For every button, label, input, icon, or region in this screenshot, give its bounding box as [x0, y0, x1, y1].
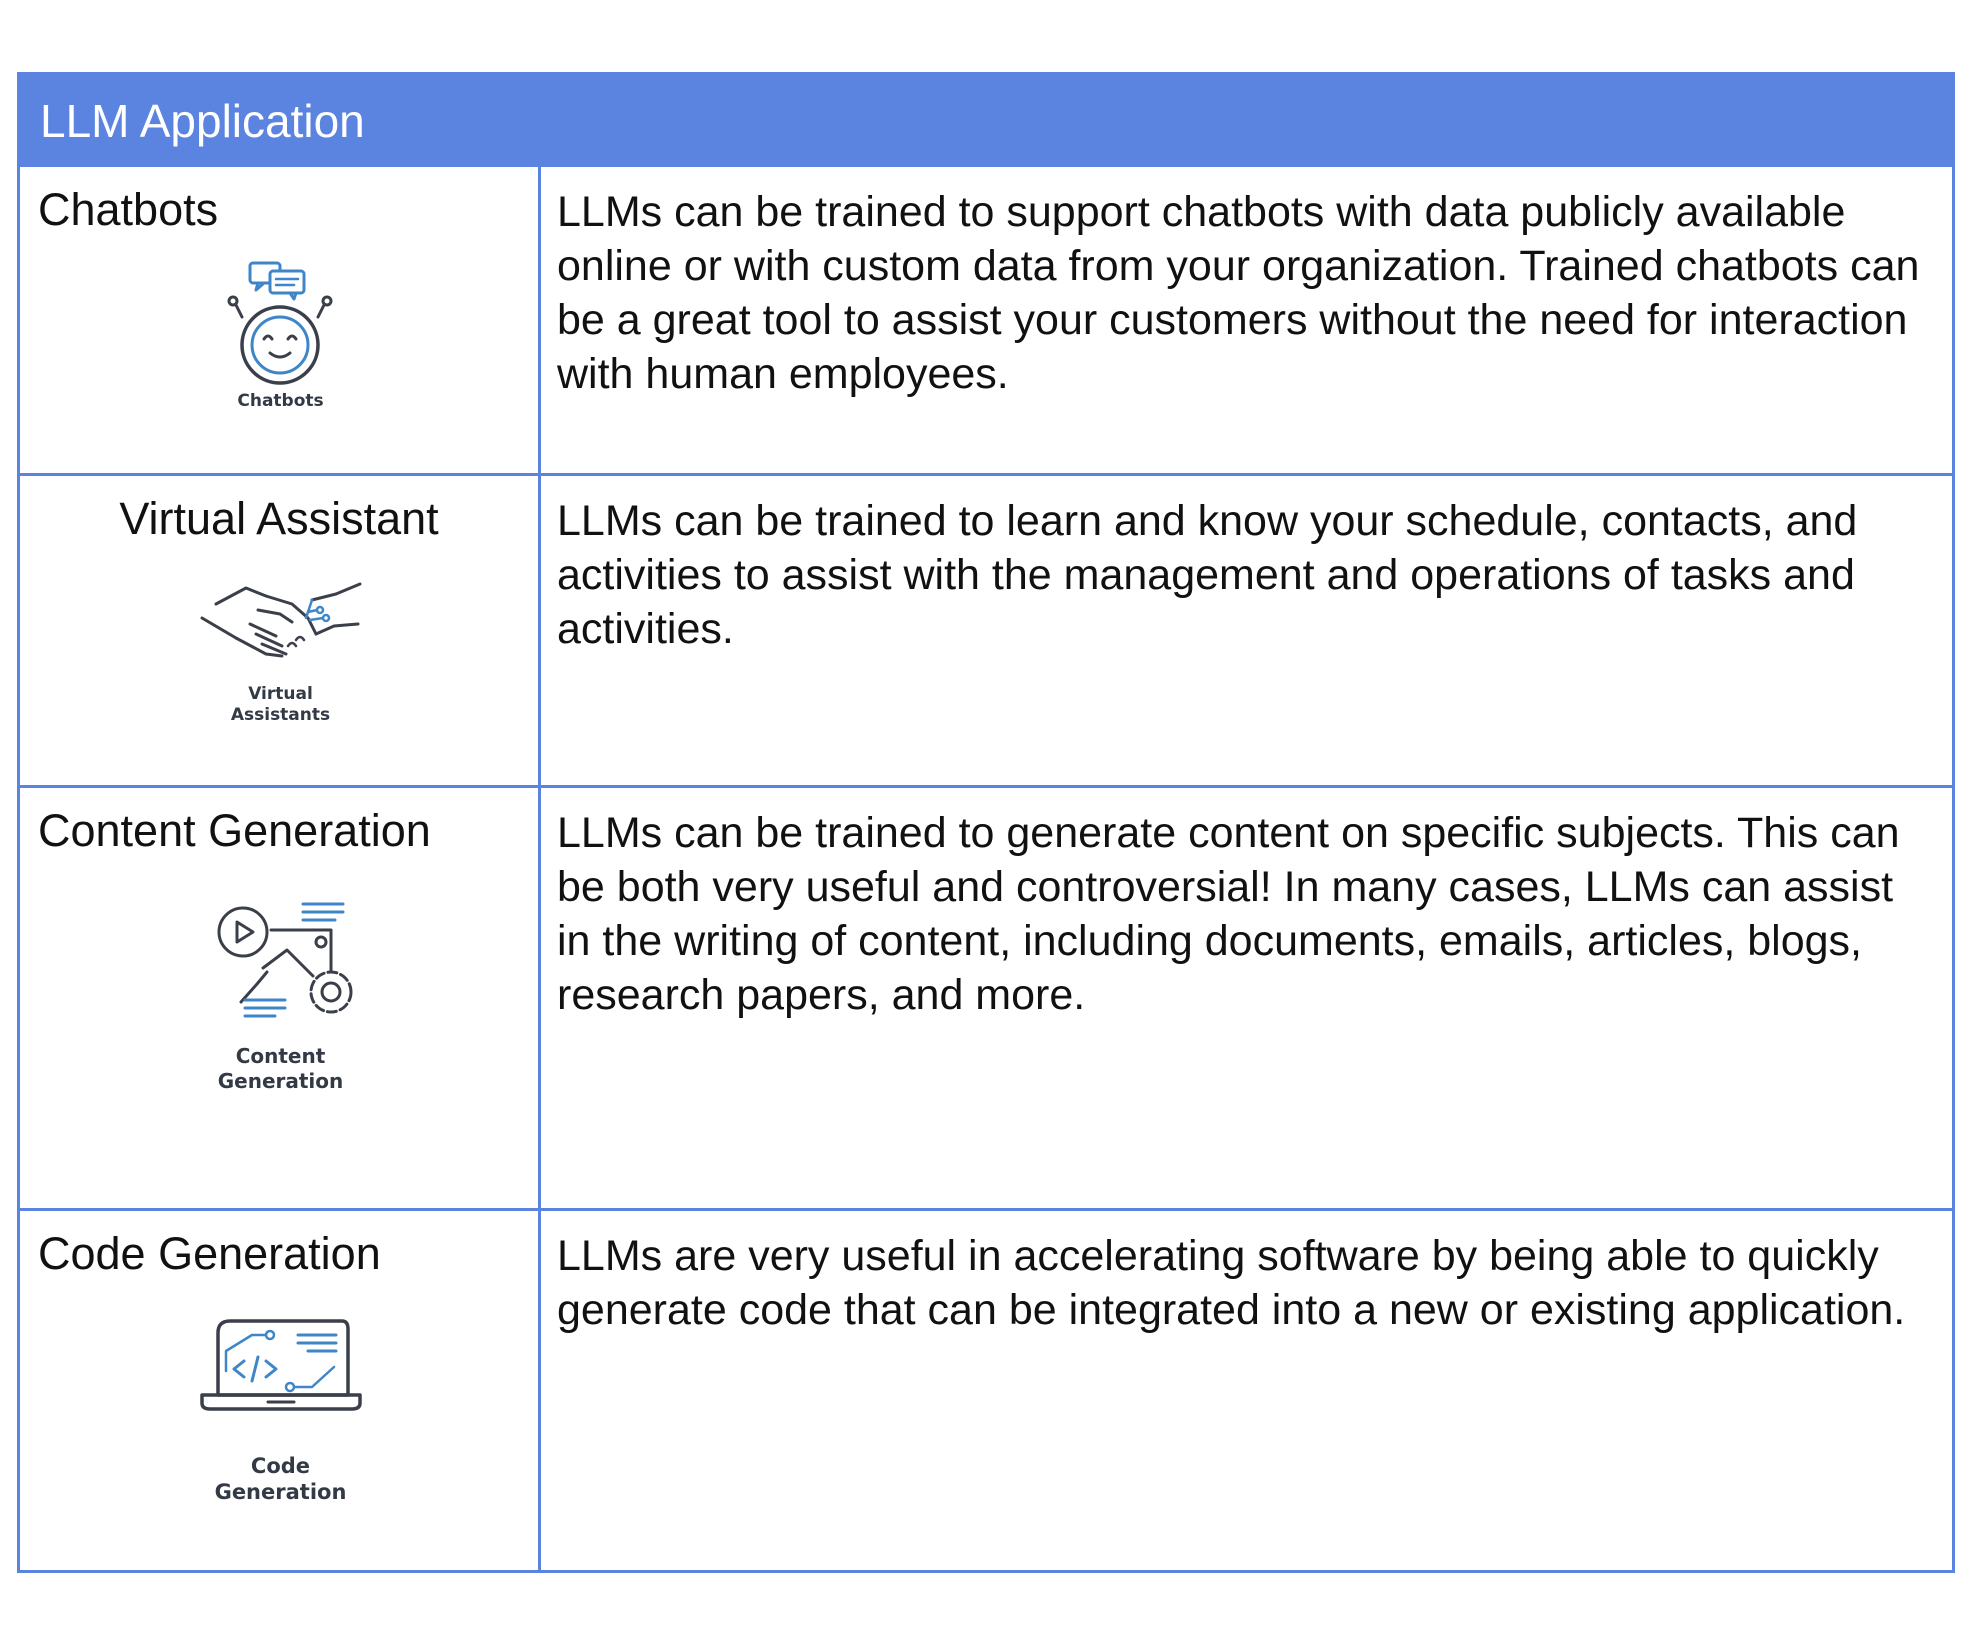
application-cell: [20, 788, 541, 1208]
application-title: Virtual Assistant: [119, 493, 439, 544]
table-header: LLM Application: [20, 75, 1952, 167]
table-row: [20, 473, 1952, 785]
icon-caption: [215, 1453, 347, 1506]
handshake-icon: [20, 574, 541, 727]
application-title: Code Generation: [38, 1228, 381, 1279]
icon-caption-line: Code: [250, 1454, 311, 1478]
code-laptop-icon: [20, 1311, 541, 1506]
application-cell: [20, 476, 541, 785]
table-row: [20, 785, 1952, 1208]
description-cell: LLMs can be trained to support chatbots with data publicly available online or with custom data from your organization. Trained chatbots can be a great tool to assist your customers without the need for interaction with human employees.: [557, 188, 1920, 398]
chatbot-icon: [20, 259, 541, 412]
application-title: Content Generation: [38, 805, 431, 856]
table-row: [20, 1208, 1952, 1570]
icon-caption-line: Content: [235, 1044, 326, 1068]
description-cell: LLMs are very useful in accelerating software by being able to quickly generate code that can be integrated into a new or existing application.: [557, 1232, 1906, 1334]
application-cell: [20, 167, 541, 473]
icon-caption-line: Generation: [214, 1480, 347, 1505]
icon-caption-line: Generation: [217, 1069, 344, 1093]
llm-application-table: [17, 72, 1955, 1573]
icon-caption-line: Assistants: [230, 705, 331, 726]
icon-caption: [218, 1044, 344, 1094]
table-row: [20, 167, 1952, 473]
description-cell: LLMs can be trained to learn and know your schedule, contacts, and activities to assist with the management and operations of tasks and activities.: [557, 497, 1858, 653]
icon-caption-line: Virtual: [248, 684, 313, 704]
application-cell: [20, 1211, 541, 1570]
application-title: Chatbots: [38, 184, 219, 235]
icon-caption: Chatbots: [237, 391, 324, 411]
icon-caption: [231, 684, 330, 727]
description-cell: LLMs can be trained to generate content on specific subjects. This can be both very useful and controversial! In many cases, LLMs can assist in the writing of content, including documents, emails, articles, blogs, research papers, and more.: [557, 809, 1900, 1019]
content-generation-icon: [20, 896, 541, 1094]
